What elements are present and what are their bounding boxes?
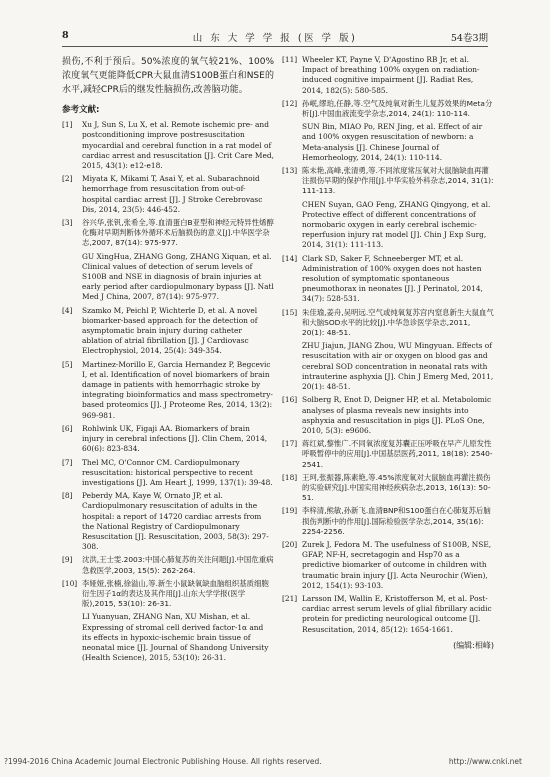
reference-text: Zurek J, Fedora M. The usefulness of S100B, NSE, GFAP, NF-H, secretagogin and Hsp70 as a predictive biomarker of outcome in children with traumatic brain injury [J]. Acta Neurochir (Wien), 2012, 154(1): 93-103. [302,539,492,590]
editor-note: (编辑:相峰) [453,640,494,650]
reference-item [282,122,494,163]
copyright-text: ?1994-2016 China Academic Journal Electronic Publishing House. All rights reserved. [4,757,322,766]
reference-text: 李娅娅,张楠,徐溢山,等.新生小鼠缺氧缺血脑组织基质细胞衍生因子1α的表达及其作用[J].山东大学学报(医学版),2015, 53(10): 26-31. [82,578,269,609]
reference-number: [16] [282,395,298,405]
reference-number: [18] [282,472,298,482]
reference-text: GU XingHua, ZHANG Gong, ZHANG Xiquan, et al. Clinical values of detection of serum levels of S100B and NSE in diagnosis of brain injuries at early period after cardiopulmonary bypass [J]. Natl Med J China, 2007, 87(14): 975-977. [82,251,274,302]
reference-item [62,424,274,455]
reference-text: 沈洪,王士雯.2003:中国心肺复苏的关注问题[J].中国危重病急救医学,2003, 15(5): 262-264. [82,555,274,575]
reference-text: Larsson IM, Wallin E, Kristofferson M, et al. Post-cardiac arrest serum levels of glial fibrillary acidic protein for predicting neurological outcome [J]. Resuscitation, 2014, 85(12): 1654-1661. [302,593,492,634]
reference-text: Solberg R, Enot D, Deigner HP, et al. Metabolomic analyses of plasma reveals new insights into asphyxia and resuscitation in pigs [J]. PLoS One, 2010, 5(3): e9606. [302,395,492,435]
reference-text: Thel MC, O'Connor CM. Cardiopulmonary resuscitation: historical perspective to recent investigations [J]. Am Heart J, 1999, 137(1): 39-48. [82,457,273,487]
volume-issue: 54卷3期 [450,33,488,44]
reference-number: [15] [282,307,298,317]
reference-item [62,252,274,303]
reference-item [282,308,494,339]
reference-item [282,439,494,470]
right-column [282,55,494,651]
page-header [62,28,488,47]
reference-item [62,120,274,171]
reference-item [282,200,494,251]
reference-number: [3] [62,218,73,228]
reference-text: LI Yuanyuan, ZHANG Nan, XU Mishan, et al. Expressing of stromal cell derived factor-1α and its effects in hypoxic-ischemic brain tissue of neonatal mice [J]. Journal of Shandong University (Health Science), 2015, 53(10): 26-31. [82,612,269,663]
reference-text: Wheeler KT, Payne V, D'Agostino RB Jr, et al. Impact of breathing 100% oxygen on radiation-induced cognitive impairment [J]. Radiat Res, 2014, 182(5): 580-585. [302,55,480,95]
reference-item [282,55,494,96]
reference-item [282,166,494,197]
journal-title: 山 东 大 学 学 报 (医 学 版) [192,33,358,44]
reference-item [282,254,494,305]
reference-text: Xu J, Sun S, Lu X, et al. Remote ischemic pre- and postconditioning improve postresuscitation myocardial and cerebral function in a rat model of cardiac arrest and resuscitation [J]. Crit Care Med, 2015, 43(1): e12-e18. [82,120,274,171]
reference-item [62,360,274,421]
reference-number: [13] [282,166,298,176]
reference-item [62,174,274,215]
reference-text: 朱佳瑜,姜舟,吴明远.空气或纯氧复苏宫内窒息新生大鼠血气和大脑SOD水平的比较[J].中华急诊医学杂志,2011, 20(1): 48-51. [302,307,494,338]
reference-item [62,218,274,249]
reference-text: Rohlwink UK, Figaji AA. Biomarkers of brain injury in cerebral infections [J]. Clin Chem, 2014, 60(6): 823-834. [82,423,268,454]
reference-item [282,99,494,119]
reference-item [282,594,494,635]
reference-text: 孙岷,缪珀,任静,等.空气及纯氧对新生儿复苏效果的Meta分析[J].中国血液流变学杂志,2014, 24(1): 110-114. [302,98,493,119]
reference-text: Clark SD, Saker F, Schneeberger MT, et al. Administration of 100% oxygen does not hasten resolution of symptomatic spontaneous pneumothorax in neonates [J]. J Perinatol, 2014, 34(7): 528-531. [302,253,483,304]
reference-item [282,473,494,504]
footer-url[interactable]: http://www.cnki.net [448,757,522,766]
left-column [62,55,274,666]
reference-text: Miyata K, Mikami T, Asai Y, et al. Subarachnoid hemorrhage from resuscitation from out-of-hospital cardiac arrest [J]. J Stroke Cerebrovasc Dis, 2014, 23(5): 446-452. [82,174,263,214]
reference-number: [8] [62,491,73,501]
reference-number: [5] [62,359,73,369]
reference-number: [17] [282,439,298,449]
reference-number: [20] [282,539,298,549]
reference-text: 谷兴华,张钒,张希全,等.血清蛋白B亚型和神经元特异性烯醇化酶对早期判断体外循环术后脑损伤的意义[J].中华医学杂志,2007, 87(14): 975-977. [82,218,274,248]
reference-number: [1] [62,120,73,130]
reference-text: CHEN Suyan, GAO Feng, ZHANG Qingyong, et al. Protective effect of different concentrations of normobaric oxygen in early cerebral ischemic-reperfusion injury rat model [J]. Chin J Exp Surg, 2014, 31(1): 111-113. [302,199,491,250]
reference-item [282,540,494,591]
reference-number: [19] [282,506,298,516]
references-list-left [62,120,274,663]
reference-text: SUN Bin, MIAO Po, REN Jing, et al. Effect of air and 100% oxygen resuscitation of newborn: a Meta-analysis [J]. Chinese Journal of Hemorheology, 2014, 24(1): 110-114. [302,122,483,162]
reference-number: [21] [282,593,298,603]
reference-text: Martinez-Morillo E, Garcia Hernandez P, Begcevic I, et al. Identification of novel biomarkers of brain damage in patients with hemorrhagic stroke by integrating bioinformatics and mass spectrometry-based proteomics [J]. J Proteome Res, 2014, 13(2): 969-981. [82,359,273,420]
reference-number: [4] [62,305,73,315]
reference-item [282,341,494,392]
reference-text: 李梓清,熊敏,孙新飞.血清BNP和S100蛋白在心肺复苏后脑损伤判断中的作用[J].国际检验医学杂志,2014, 35(16): 2254-2256. [302,506,491,536]
reference-number: [2] [62,174,73,184]
reference-number: [11] [282,55,298,64]
reference-text: 王珂,张振器,陈素艳,等.45%浓度氧对大鼠脑血再灌注损伤的实验研究[J].中国实用神经疾病杂志,2013, 16(13): 50-51. [302,472,491,503]
reference-item [62,458,274,489]
body-paragraph: 损伤,不利于预后。50%浓度的氧气较21%、100%浓度氧气更能降低CPR大鼠血清S100B蛋白和NSE的水平,减轻CPR后的继发性脑损伤,改善脑功能。 [62,57,274,95]
page-number: 8 [62,30,69,41]
reference-item [282,395,494,436]
reference-item [62,555,274,575]
reference-text: Szamko M, Peichl P, Wichterle D, et al. A novel biomarker-based approach for the detection of asymptomatic brain injury during catheter ablation of atrial fibrillation [J]. J Cardiovasc Electrophysiol, 2014, 25(4): 349-354. [82,305,258,356]
reference-text: Peberdy MA, Kaye W, Ornato JP, et al. Cardiopulmonary resuscitation of adults in the hospital: a report of 14720 cardiac arrests from the National Registry of Cardiopulmonary Resuscitation [J]. Resuscitation, 2003, 58(3): 297-308. [82,491,269,552]
reference-item [282,506,494,537]
reference-number: [10] [62,578,78,588]
reference-number: [6] [62,423,73,433]
reference-item [62,491,274,552]
page-footer [0,757,550,771]
references-list-right [282,55,494,635]
reference-number: [7] [62,457,73,467]
reference-text: ZHU Jiajun, JIANG Zhou, WU Mingyuan. Effects of resuscitation with air or oxygen on blood gas and cerebral SOD concentration in neonatal rats with intrauterine asphyxia [J]. Chin J Emerg Med, 2011, 20(1): 48-51. [302,341,494,392]
reference-item [62,579,274,610]
reference-text: 陈未艳,高峰,张清勇,等.不同浓度常压氧对大鼠脑缺血再灌注损伤早期的保护作用[J].中华实验外科杂志,2014, 31(1): 111-113. [302,166,494,196]
reference-item [62,612,274,663]
reference-text: 蒋红斌,黎惟广.不同氧浓度复苏囊正压呼吸在早产儿原发性呼吸暂停中的应用[J].中国基层医药,2011, 18(18): 2540-2541. [302,439,493,469]
reference-item [62,306,274,357]
reference-number: [14] [282,253,298,263]
references-title: 参考文献: [62,105,100,115]
reference-number: [12] [282,98,298,108]
reference-number: [9] [62,555,73,565]
